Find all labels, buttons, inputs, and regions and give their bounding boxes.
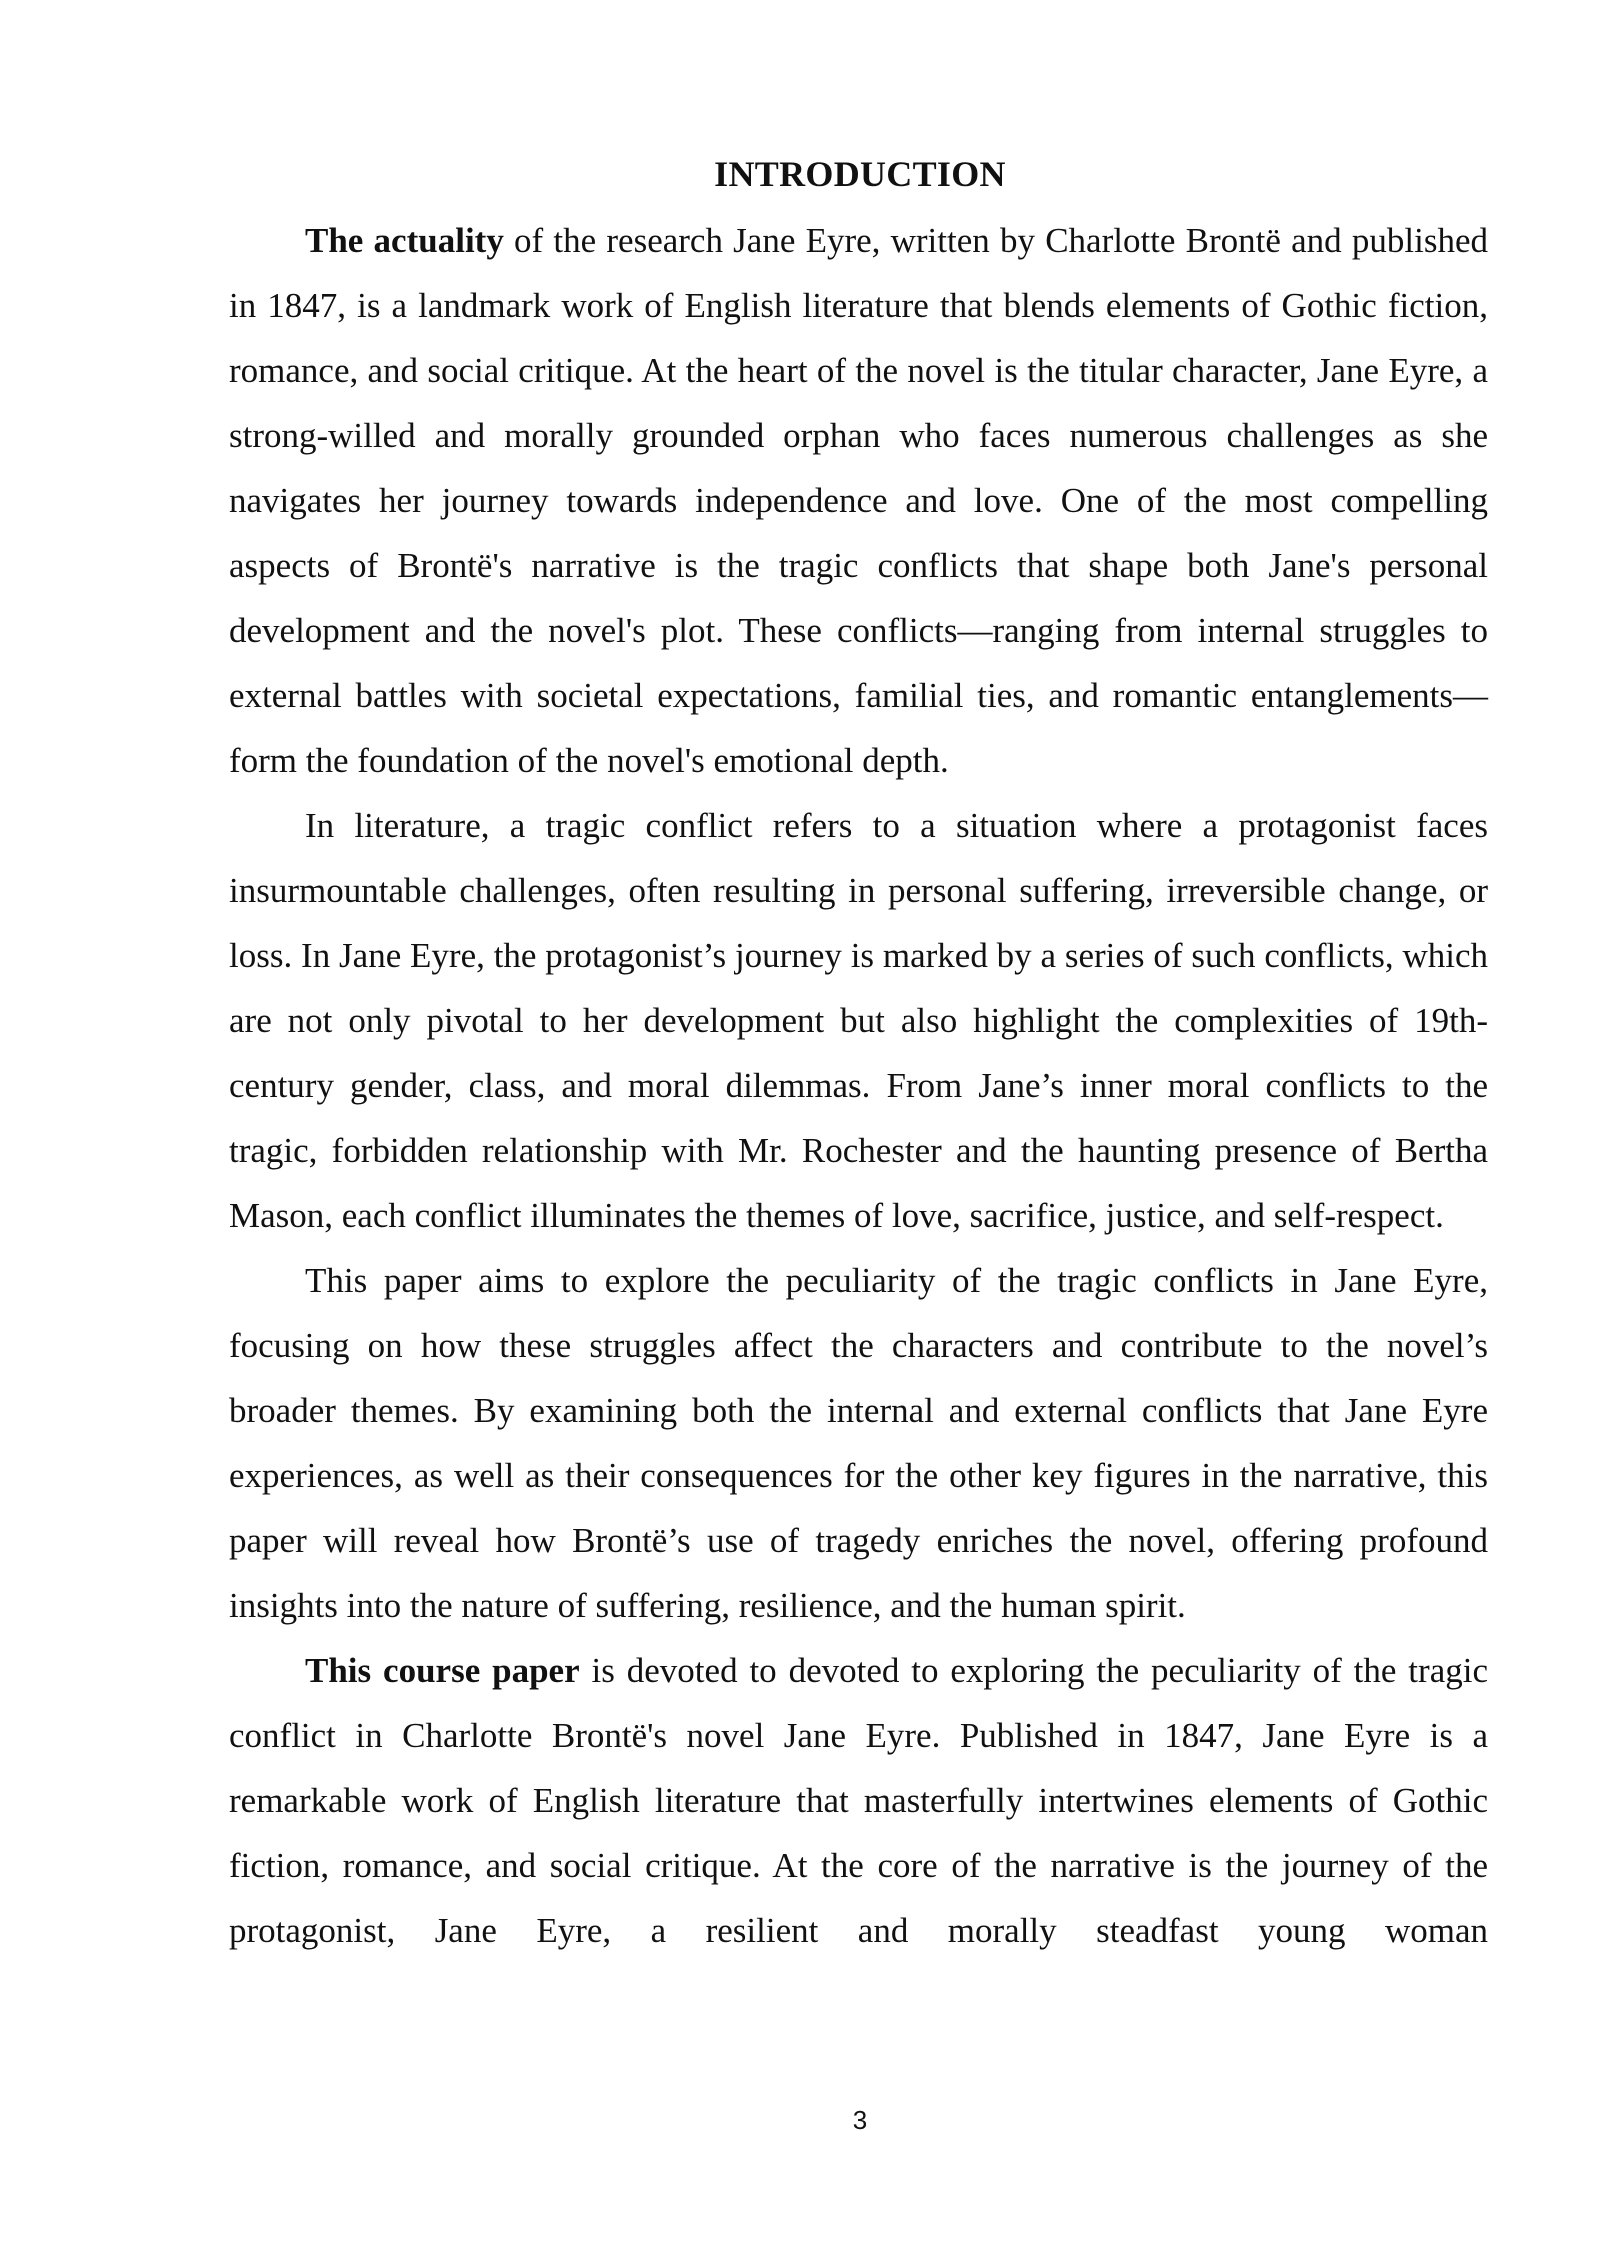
- paragraph-lead: The actuality: [305, 221, 504, 260]
- paragraph-text: is devoted to devoted to exploring the peculiarity of the tragic conflict in Charlotte Brontë's novel Jane Eyre. Published in 1847, Jane Eyre is a remarkable work of English literature that masterfully intertwines elements of Gothic fiction, romance, and social critique. At the core of the narrative is the journey of the protagonist, Jane Eyre, a resilient and morally steadfast young woman: [229, 1651, 1488, 1950]
- paragraph-text: This paper aims to explore the peculiarity of the tragic conflicts in Jane Eyre, focusing on how these struggles affect the characters and contribute to the novel’s broader themes. By examining both the internal and external conflicts that Jane Eyre experiences, as well as their consequences for the other key figures in the narrative, this paper will reveal how Brontë’s use of tragedy enriches the novel, offering profound insights into the nature of suffering, resilience, and the human spirit.: [229, 1261, 1488, 1625]
- paragraph-tragic-conflict: [229, 793, 1488, 1248]
- paragraph-text: of the research Jane Eyre, written by Charlotte Brontë and published in 1847, is a landmark work of English literature that blends elements of Gothic fiction, romance, and social critique. At the heart of the novel is the titular character, Jane Eyre, a strong-willed and morally grounded orphan who faces numerous challenges as she navigates her journey towards independence and love. One of the most compelling aspects of Brontë's narrative is the tragic conflicts that shape both Jane's personal development and the novel's plot. These conflicts—ranging from internal struggles to external battles with societal expectations, familial ties, and romantic entanglements—form the foundation of the novel's emotional depth.: [229, 221, 1488, 780]
- paragraph-lead: This course paper: [305, 1651, 580, 1690]
- page-title: INTRODUCTION: [714, 154, 1006, 194]
- body-text: [229, 208, 1488, 1963]
- page-number: 3: [852, 2105, 868, 2135]
- paragraph-actuality: [229, 208, 1488, 793]
- paragraph-aims: [229, 1248, 1488, 1638]
- paragraph-course-paper: [229, 1638, 1488, 1963]
- paragraph-text: In literature, a tragic conflict refers to a situation where a protagonist faces insurmountable challenges, often resulting in personal suffering, irreversible change, or loss. In Jane Eyre, the protagonist’s journey is marked by a series of such conflicts, which are not only pivotal to her development but also highlight the complexities of 19th-century gender, class, and moral dilemmas. From Jane’s inner moral conflicts to the tragic, forbidden relationship with Mr. Rochester and the haunting presence of Bertha Mason, each conflict illuminates the themes of love, sacrifice, justice, and self-respect.: [229, 806, 1488, 1235]
